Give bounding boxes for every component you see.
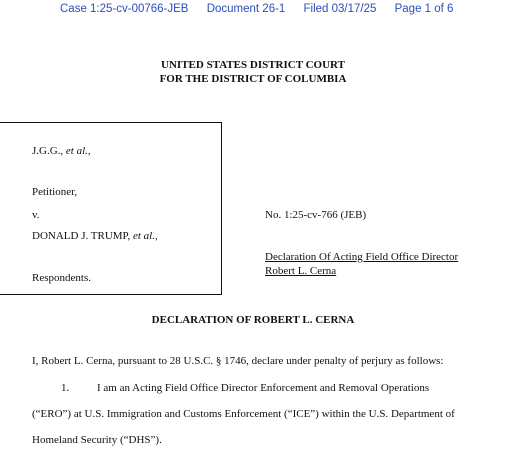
filing-header: [60, 3, 468, 15]
paragraph-1-line-1: I am an Acting Field Office Director Enforcement and Removal Operations: [97, 382, 430, 394]
court-heading: [0, 58, 506, 86]
document-number-stamp: Document 26-1: [206, 3, 286, 15]
versus-label: v.: [32, 209, 40, 221]
declaration-title: DECLARATION OF ROBERT L. CERNA: [151, 314, 355, 326]
paragraph-1-line-3: Homeland Security (“DHS”).: [32, 434, 162, 446]
intro-paragraph: I, Robert L. Cerna, pursuant to 28 U.S.C. § 1746, declare under penalty of perjury as follows:: [32, 355, 444, 367]
petitioner-name: J.G.G., et al.,: [32, 145, 91, 157]
petitioner-label: Petitioner,: [32, 186, 78, 198]
court-name-line: UNITED STATES DISTRICT COURT: [161, 59, 345, 71]
court-district-line: FOR THE DISTRICT OF COLUMBIA: [159, 73, 347, 85]
respondent-name: DONALD J. TRUMP, et al.,: [32, 230, 158, 242]
document-title-line1: Declaration Of Acting Field Office Director: [265, 251, 459, 263]
case-number-stamp: Case 1:25-cv-00766-JEB: [60, 3, 189, 15]
filed-date-stamp: Filed 03/17/25: [303, 3, 377, 15]
page-number-stamp: Page 1 of 6: [394, 3, 454, 15]
paragraph-1-line-2: (“ERO”) at U.S. Immigration and Customs Enforcement (“ICE”) within the U.S. Department of: [32, 408, 455, 420]
case-number: No. 1:25-cv-766 (JEB): [265, 209, 367, 221]
respondent-label: Respondents.: [32, 272, 91, 284]
paragraph-number: 1.: [61, 382, 70, 394]
document-title-line2: Robert L. Cerna: [265, 265, 337, 277]
